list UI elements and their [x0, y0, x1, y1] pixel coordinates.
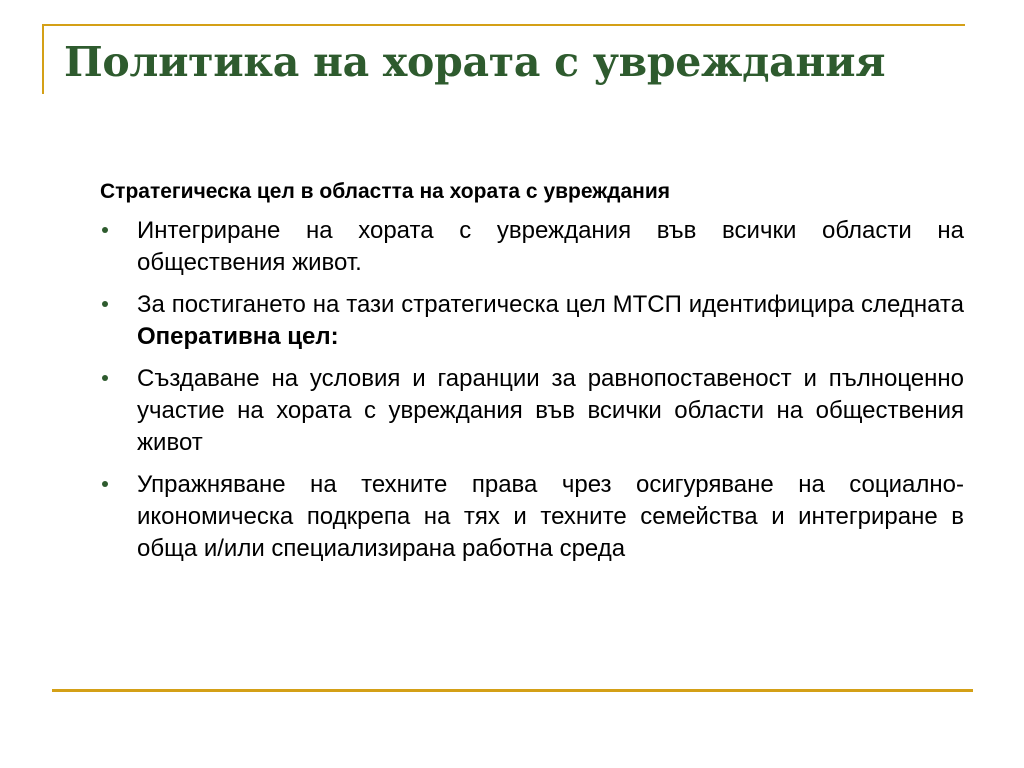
bottom-divider [52, 689, 973, 692]
section-heading: Стратегическа цел в областта на хората с увреждания [100, 180, 671, 203]
slide-title: Политика на хората с увреждания [64, 38, 886, 86]
top-divider [42, 24, 965, 26]
list-item-text: Създаване на условия и гаранции за равнопоставеност и пълноценно участие на хората с увреждания във всички области на обществения живот [137, 365, 964, 456]
bullet-list [100, 215, 964, 565]
bullet-icon [102, 481, 108, 487]
list-item-text: Упражняване на техните права чрез осигуряване на социално-икономическа подкрепа на тях и техните семейства и интегриране в обща и/или специализирана работна среда [137, 471, 964, 562]
list-item [100, 363, 964, 459]
slide-body [100, 176, 964, 575]
bullet-icon [102, 301, 108, 307]
list-item-text: За постигането на тази стратегическа цел МТСП идентифицира следната [137, 291, 964, 318]
list-item [100, 215, 964, 279]
list-item-text: Интегриране на хората с увреждания във всички области на обществения живот. [137, 217, 964, 276]
list-item [100, 289, 964, 353]
bullet-icon [102, 227, 108, 233]
operational-goal-label: Оперативна цел: [137, 323, 339, 350]
bullet-icon [102, 375, 108, 381]
list-item [100, 469, 964, 565]
left-divider [42, 24, 44, 94]
